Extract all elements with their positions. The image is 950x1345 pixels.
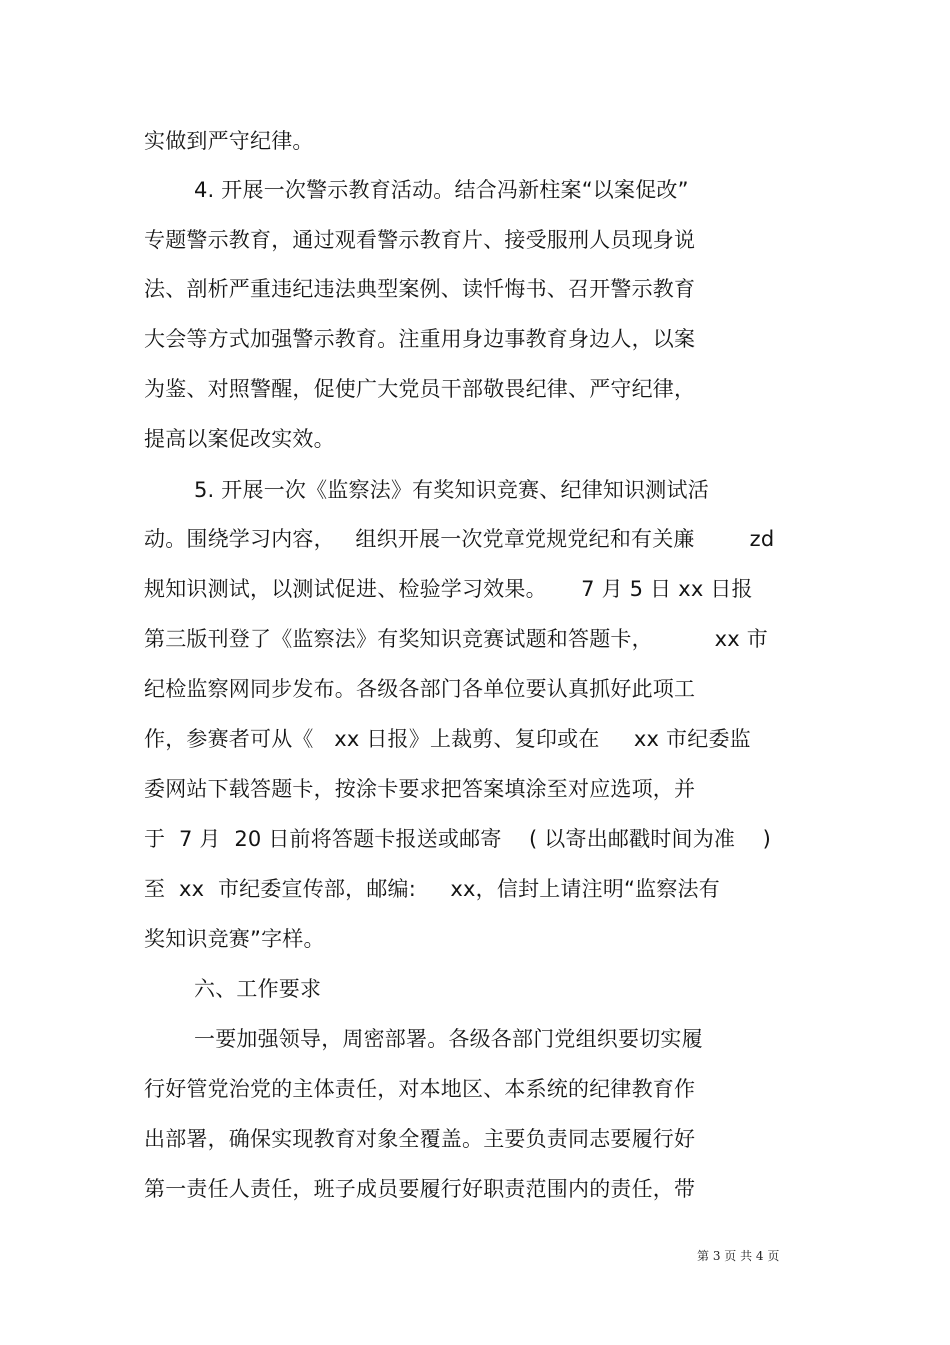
text-line: 法、剖析严重违纪违法典型案例、读忏悔书、召开警示教育 — [144, 277, 696, 301]
text-line: 专题警示教育，通过观看警示教育片、接受服刑人员现身说 — [144, 228, 696, 252]
section-heading: 六、工作要求 — [194, 977, 322, 1001]
text-line: 出部署，确保实现教育对象全覆盖。主要负责同志要履行好 — [144, 1127, 696, 1151]
text-line: 提高以案促改实效。 — [144, 427, 335, 451]
text-line: 至 xx 市纪委宣传部，邮编: xx，信封上请注明“监察法有 — [144, 877, 720, 901]
text-line: 奖知识竞赛”字样。 — [144, 927, 325, 951]
text-line: 委网站下载答题卡，按涂卡要求把答案填涂至对应选项，并 — [144, 777, 696, 801]
text-line: 动。围绕学习内容， 组织开展一次党章党规党纪和有关廉 zd — [144, 527, 775, 551]
text-line: 作，参赛者可从《 xx 日报》上裁剪、复印或在 xx 市纪委监 — [144, 727, 751, 751]
text-line: 规知识测试，以测试促进、检验学习效果。 7 月 5 日 xx 日报 — [144, 577, 753, 601]
page-number: 第 3 页 共 4 页 — [697, 1249, 780, 1263]
text-line: 第一责任人责任，班子成员要履行好职责范围内的责任，带 — [144, 1177, 696, 1201]
text-line: 行好管党治党的主体责任，对本地区、本系统的纪律教育作 — [144, 1077, 696, 1101]
text-line: 为鉴、对照警醒，促使广大党员干部敬畏纪律、严守纪律， — [144, 377, 696, 401]
text-line: 于 7 月 20 日前将答题卡报送或邮寄 ( 以寄出邮戳时间为准 ) — [144, 827, 771, 851]
text-line: 实做到严守纪律。 — [144, 129, 314, 153]
text-line: 大会等方式加强警示教育。注重用身边事教育身边人，以案 — [144, 327, 696, 351]
text-line: 4. 开展一次警示教育活动。结合冯新柱案“以案促改” — [194, 178, 689, 202]
text-line: 5. 开展一次《监察法》有奖知识竞赛、纪律知识测试活 — [194, 478, 709, 502]
text-line: 一要加强领导，周密部署。各级各部门党组织要切实履 — [194, 1027, 703, 1051]
text-line: 第三版刊登了《监察法》有奖知识竞赛试题和答题卡， xx 市 — [144, 627, 769, 651]
text-line: 纪检监察网同步发布。各级各部门各单位要认真抓好此项工 — [144, 677, 696, 701]
